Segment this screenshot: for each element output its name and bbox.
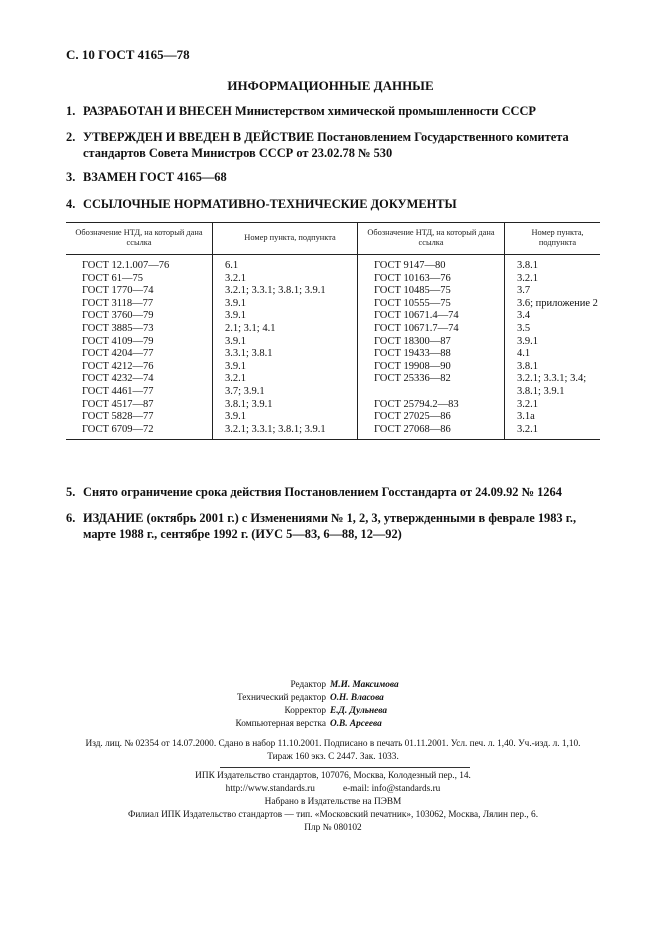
table-row bbox=[66, 361, 600, 374]
credit-label: Редактор bbox=[290, 680, 326, 690]
cell-document: ГОСТ 4204—77 bbox=[82, 348, 154, 360]
item-number: 6. bbox=[66, 511, 76, 525]
cell-clause: 3.7 bbox=[505, 285, 601, 298]
column-header-clause: Номер пункта, подпункта bbox=[213, 223, 358, 255]
table-row bbox=[66, 411, 600, 424]
table-row bbox=[66, 323, 600, 336]
info-item-3 bbox=[66, 169, 606, 185]
cell-clause: 3.8.1; 3.9.1 bbox=[213, 399, 358, 412]
imprint-line: ИПК Издательство стандартов, 107076, Москва, Колодезный пер., 14. bbox=[195, 771, 471, 781]
cell-document: ГОСТ 10485—75 bbox=[358, 285, 505, 298]
cell-document: ГОСТ 4517—87 bbox=[82, 398, 154, 410]
cell-document: ГОСТ 10671.4—74 bbox=[358, 310, 505, 323]
table-row bbox=[66, 285, 600, 298]
credit-row bbox=[0, 705, 661, 718]
cell-clause: 2.1; 3.1; 4.1 bbox=[213, 323, 358, 336]
cell-document: ГОСТ 3760—79 bbox=[82, 310, 154, 322]
cell-document: ГОСТ 18300—87 bbox=[358, 336, 505, 349]
imprint-line: Плр № 080102 bbox=[304, 823, 362, 833]
cell-document: ГОСТ 3118—77 bbox=[82, 297, 154, 309]
table-row bbox=[66, 310, 600, 323]
cell-clause: 3.9.1 bbox=[213, 310, 358, 323]
cell-document: ГОСТ 61—75 bbox=[82, 272, 144, 284]
info-item-1 bbox=[66, 103, 606, 119]
imprint-contacts bbox=[60, 783, 606, 796]
imprint-line: Филиал ИПК Издательство стандартов — тип. «Московский печатник», 103062, Москва, Лялин пер., 6. bbox=[127, 810, 539, 820]
cell-clause: 3.2.1 bbox=[213, 373, 358, 386]
column-header-clause: Номер пункта, подпункта bbox=[505, 223, 601, 255]
credit-label: Технический редактор bbox=[236, 693, 326, 703]
email-link[interactable]: e-mail: info@standards.ru bbox=[342, 784, 441, 794]
credit-label: Корректор bbox=[284, 706, 326, 716]
cell-document bbox=[358, 386, 505, 399]
item-lead: ССЫЛОЧНЫЕ НОРМАТИВНО-ТЕХНИЧЕСКИЕ ДОКУМЕНТЫ bbox=[83, 197, 457, 211]
table-body bbox=[66, 255, 600, 440]
cell-clause: 3.8.1; 3.9.1 bbox=[505, 386, 601, 399]
cell-clause: 3.3.1; 3.8.1 bbox=[213, 348, 358, 361]
table-row bbox=[66, 386, 600, 399]
item-text: (октябрь 2001 г.) с Изменениями № 1, 2, 3, утвержденными в феврале 1983 г., марте 1988 г., сентябре 1992 г. (ИУС 5—83, 6—88, 12—92) bbox=[83, 511, 577, 541]
cell-clause: 3.2.1 bbox=[213, 273, 358, 286]
info-item-5 bbox=[66, 484, 606, 500]
publication-line: Тираж 160 экз. С 2447. Зак. 1033. bbox=[267, 752, 399, 762]
table-row bbox=[66, 348, 600, 361]
cell-clause: 3.2.1 bbox=[505, 424, 601, 440]
cell-clause: 3.9.1 bbox=[213, 411, 358, 424]
item-number: 5. bbox=[66, 485, 76, 499]
credit-name: О.В. Арсеева bbox=[330, 719, 382, 729]
table-header-row bbox=[66, 223, 600, 255]
cell-document: ГОСТ 10163—76 bbox=[358, 273, 505, 286]
table-row bbox=[66, 273, 600, 286]
website-link[interactable]: http://www.standards.ru bbox=[225, 784, 315, 794]
cell-clause: 3.8.1 bbox=[505, 361, 601, 374]
column-header-document: Обозначение НТД, на который дана ссылка bbox=[358, 223, 505, 255]
cell-document: ГОСТ 4109—79 bbox=[82, 335, 154, 347]
cell-clause: 6.1 bbox=[213, 255, 358, 273]
item-number: 1. bbox=[66, 104, 76, 118]
table-row bbox=[66, 298, 600, 311]
section-title: ИНФОРМАЦИОННЫЕ ДАННЫЕ bbox=[227, 78, 434, 93]
credit-name: Е.Д. Дульнева bbox=[330, 706, 388, 716]
info-item-2 bbox=[66, 129, 606, 161]
item-text: Постановлением Госстандарта от 24.09.92 № 1264 bbox=[281, 485, 562, 499]
publication-info bbox=[60, 738, 606, 764]
item-text: Постановлением Государственного комитета стандартов Совета Министров СССР от 23.02.78 № 530 bbox=[83, 130, 569, 160]
item-lead: РАЗРАБОТАН И ВНЕСЕН bbox=[83, 104, 232, 118]
column-header-document: Обозначение НТД, на который дана ссылка bbox=[66, 223, 213, 255]
table-row bbox=[66, 424, 600, 440]
cell-document: ГОСТ 10671.7—74 bbox=[358, 323, 505, 336]
credit-row bbox=[0, 718, 661, 731]
divider bbox=[220, 767, 470, 768]
info-item-4 bbox=[66, 196, 606, 212]
table-row bbox=[66, 373, 600, 386]
cell-document: ГОСТ 3885—73 bbox=[82, 322, 154, 334]
cell-clause: 3.2.1; 3.3.1; 3.8.1; 3.9.1 bbox=[213, 424, 358, 440]
credit-row bbox=[0, 679, 661, 692]
reference-documents-table bbox=[66, 222, 600, 440]
cell-clause: 4.1 bbox=[505, 348, 601, 361]
cell-clause: 3.2.1; 3.3.1; 3.8.1; 3.9.1 bbox=[213, 285, 358, 298]
page-header: С. 10 ГОСТ 4165—78 bbox=[66, 47, 190, 62]
cell-document: ГОСТ 9147—80 bbox=[358, 255, 505, 273]
cell-clause: 3.9.1 bbox=[213, 336, 358, 349]
item-text: Министерством химической промышленности СССР bbox=[231, 104, 536, 118]
table-row bbox=[66, 399, 600, 412]
credit-label: Компьютерная верстка bbox=[235, 719, 326, 729]
cell-clause: 3.4 bbox=[505, 310, 601, 323]
cell-document: ГОСТ 4212—76 bbox=[82, 360, 154, 372]
cell-document: ГОСТ 5828—77 bbox=[82, 411, 154, 423]
credit-name: М.И. Максимова bbox=[330, 680, 399, 690]
info-item-6 bbox=[66, 510, 606, 542]
credits-block bbox=[0, 679, 661, 731]
imprint-line: Набрано в Издательстве на ПЭВМ bbox=[264, 797, 402, 807]
credit-name: О.Н. Власова bbox=[330, 693, 384, 703]
cell-document: ГОСТ 27068—86 bbox=[358, 424, 505, 440]
cell-document: ГОСТ 19908—90 bbox=[358, 361, 505, 374]
item-lead: УТВЕРЖДЕН И ВВЕДЕН В ДЕЙСТВИЕ bbox=[83, 130, 315, 144]
cell-document: ГОСТ 12.1.007—76 bbox=[82, 260, 170, 271]
cell-document: ГОСТ 1770—74 bbox=[82, 285, 154, 297]
cell-document: ГОСТ 4232—74 bbox=[82, 373, 154, 385]
cell-clause: 3.2.1 bbox=[505, 273, 601, 286]
cell-clause: 3.9.1 bbox=[213, 298, 358, 311]
table-row bbox=[66, 255, 600, 273]
cell-document: ГОСТ 25794.2—83 bbox=[358, 399, 505, 412]
cell-clause: 3.9.1 bbox=[505, 336, 601, 349]
cell-clause: 3.7; 3.9.1 bbox=[213, 386, 358, 399]
cell-clause: 3.2.1; 3.3.1; 3.4; bbox=[505, 373, 601, 386]
cell-clause: 3.5 bbox=[505, 323, 601, 336]
publication-line: Изд. лиц. № 02354 от 14.07.2000. Сдано в набор 11.10.2001. Подписано в печать 01.11.2001. Усл. печ. л. 1,40. Уч.-изд. л. 1,10. bbox=[85, 739, 581, 749]
item-number: 4. bbox=[66, 197, 76, 211]
item-lead: ИЗДАНИЕ bbox=[83, 511, 144, 525]
imprint-info bbox=[60, 770, 606, 835]
cell-document: ГОСТ 19433—88 bbox=[358, 348, 505, 361]
item-number: 3. bbox=[66, 170, 76, 184]
cell-document: ГОСТ 10555—75 bbox=[358, 298, 505, 311]
cell-document: ГОСТ 4461—77 bbox=[82, 385, 154, 397]
cell-clause: 3.9.1 bbox=[213, 361, 358, 374]
cell-clause: 3.2.1 bbox=[505, 399, 601, 412]
cell-clause: 3.1а bbox=[505, 411, 601, 424]
table-row bbox=[66, 336, 600, 349]
item-lead: ВЗАМЕН ГОСТ 4165—68 bbox=[83, 170, 227, 184]
item-lead: Снято ограничение срока действия bbox=[83, 485, 282, 499]
cell-clause: 3.6; приложение 2 bbox=[505, 298, 601, 311]
cell-document: ГОСТ 6709—72 bbox=[66, 424, 213, 440]
cell-clause: 3.8.1 bbox=[505, 255, 601, 273]
cell-document: ГОСТ 27025—86 bbox=[358, 411, 505, 424]
item-number: 2. bbox=[66, 130, 76, 144]
credit-row bbox=[0, 692, 661, 705]
cell-document: ГОСТ 25336—82 bbox=[358, 373, 505, 386]
